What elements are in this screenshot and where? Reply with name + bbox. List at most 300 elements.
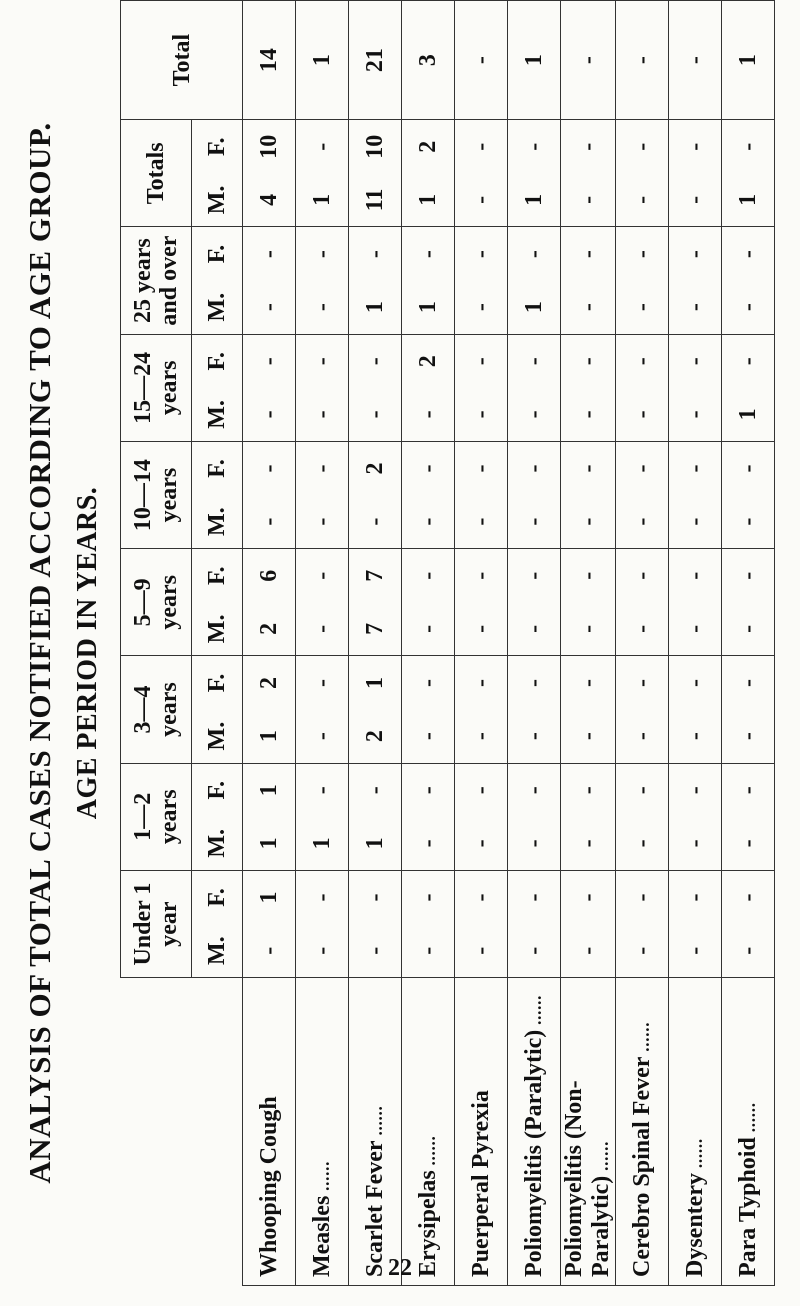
female-count: - [574, 250, 601, 259]
male-count: - [574, 732, 601, 741]
female-count: - [255, 357, 282, 366]
mf-count-cell [402, 870, 455, 977]
disease-name: Scarlet Fever [361, 1140, 388, 1277]
female-count: - [467, 357, 494, 366]
female-count: - [361, 786, 388, 795]
mf-count-cell [296, 870, 349, 977]
female-count: - [414, 679, 441, 687]
female-count: - [520, 142, 547, 151]
female-count: - [628, 679, 655, 687]
mf-count-cell [722, 120, 775, 227]
mf-count-cell [669, 870, 722, 977]
male-subheader: M. [204, 507, 230, 536]
mf-count-cell [402, 120, 455, 227]
male-count: 1 [255, 837, 282, 850]
male-count: - [734, 839, 761, 848]
male-subheader: M. [204, 292, 230, 322]
mf-count-cell [455, 227, 508, 334]
female-count: - [467, 571, 494, 580]
female-count: - [520, 679, 547, 687]
female-count: - [574, 142, 601, 151]
mf-count-cell [722, 549, 775, 656]
female-count: - [681, 250, 708, 259]
disease-label [561, 978, 616, 1286]
female-count: - [361, 250, 388, 259]
mf-count-cell [722, 334, 775, 441]
male-count: - [574, 303, 601, 312]
male-count: - [520, 410, 547, 419]
female-count: - [414, 464, 441, 473]
mf-subheader [192, 227, 243, 334]
male-count: - [308, 410, 335, 419]
disease-name: Whooping Cough [255, 1096, 282, 1277]
age-group-table [120, 0, 775, 1286]
row-total: 1 [508, 1, 561, 120]
male-count: - [734, 732, 761, 741]
mf-count-cell [616, 120, 669, 227]
age-group-header: Totals [121, 120, 192, 227]
leader-dots: ...... [308, 1161, 335, 1192]
mf-count-cell [561, 227, 616, 334]
mf-count-cell [296, 549, 349, 656]
male-count: - [361, 946, 388, 955]
male-count: - [467, 624, 494, 633]
male-count: - [361, 410, 388, 419]
male-count: - [308, 732, 335, 741]
mf-count-cell [722, 763, 775, 870]
male-subheader: M. [204, 721, 230, 751]
row-total: 21 [349, 1, 402, 120]
disease-name: Poliomyelitis (Non-Paralytic) [561, 1080, 614, 1277]
mf-count-cell [455, 870, 508, 977]
female-count: 2 [255, 677, 282, 689]
age-group-header: 1—2 years [121, 763, 192, 870]
mf-count-cell [669, 441, 722, 548]
female-count: - [414, 786, 441, 795]
male-count: 7 [361, 622, 388, 635]
male-count: 1 [361, 837, 388, 850]
mf-count-cell [349, 441, 402, 548]
female-count: - [414, 250, 441, 259]
row-total: - [669, 1, 722, 120]
female-count: - [467, 893, 494, 902]
male-count: - [574, 517, 601, 526]
disease-name: Dysentery [681, 1173, 708, 1277]
mf-count-cell [616, 227, 669, 334]
female-count: 1 [255, 891, 282, 904]
page-number: 22 [388, 1255, 412, 1281]
male-count: - [467, 195, 494, 204]
male-count: - [628, 732, 655, 741]
female-count: - [467, 679, 494, 687]
table-row [296, 1, 349, 1286]
female-count: - [574, 786, 601, 795]
age-group-header: 15—24 years [121, 334, 192, 441]
mf-count-cell [561, 120, 616, 227]
mf-count-cell [561, 441, 616, 548]
female-count: - [255, 250, 282, 259]
female-count: - [520, 571, 547, 580]
mf-count-cell [296, 227, 349, 334]
mf-count-cell [616, 763, 669, 870]
female-count: - [628, 142, 655, 151]
mf-count-cell [508, 870, 561, 977]
female-count: - [361, 893, 388, 902]
female-count: - [628, 786, 655, 795]
mf-count-cell [561, 870, 616, 977]
male-count: 1 [308, 837, 335, 850]
male-count: - [628, 517, 655, 526]
male-count: - [734, 946, 761, 955]
leader-dots: ...... [681, 1139, 708, 1170]
mf-count-cell [669, 763, 722, 870]
male-count: - [628, 839, 655, 848]
disease-label [402, 978, 455, 1286]
female-count: 10 [255, 134, 282, 159]
female-count: 2 [361, 462, 388, 475]
mf-count-cell [296, 763, 349, 870]
mf-count-cell [669, 227, 722, 334]
male-count: 1 [414, 193, 441, 206]
female-count: - [308, 893, 335, 902]
male-count: - [467, 839, 494, 848]
male-count: - [467, 303, 494, 312]
female-count: - [574, 679, 601, 687]
row-total: 1 [722, 1, 775, 120]
mf-count-cell [296, 656, 349, 763]
mf-count-cell [296, 334, 349, 441]
female-count: - [574, 893, 601, 902]
male-count: - [574, 946, 601, 955]
row-total: - [561, 1, 616, 120]
mf-count-cell [508, 549, 561, 656]
mf-count-cell [349, 656, 402, 763]
mf-count-cell [402, 549, 455, 656]
male-count: - [414, 732, 441, 741]
male-count: 1 [414, 301, 441, 314]
mf-subheader [192, 656, 243, 763]
male-count: - [574, 410, 601, 419]
mf-count-cell [455, 441, 508, 548]
male-count: - [520, 839, 547, 848]
male-count: - [734, 624, 761, 633]
mf-count-cell [508, 763, 561, 870]
male-count: - [308, 517, 335, 526]
female-subheader: F. [204, 137, 230, 156]
male-count: - [520, 946, 547, 955]
mf-subheader [192, 549, 243, 656]
male-count: - [681, 624, 708, 633]
row-total: - [616, 1, 669, 120]
mf-count-cell [455, 120, 508, 227]
male-count: - [628, 624, 655, 633]
male-count: - [520, 517, 547, 526]
male-count: - [255, 517, 282, 526]
male-count: - [628, 195, 655, 204]
male-count: 2 [361, 730, 388, 743]
table-row [402, 1, 455, 1286]
female-count: 7 [361, 569, 388, 582]
mf-subheader [192, 120, 243, 227]
female-count: - [255, 464, 282, 473]
female-count: - [734, 142, 761, 151]
table-row [349, 1, 402, 1286]
mf-count-cell [669, 549, 722, 656]
disease-label [296, 978, 349, 1286]
male-count: 1 [361, 301, 388, 314]
mf-subheader [192, 441, 243, 548]
disease-label [455, 978, 508, 1286]
male-count: - [414, 410, 441, 419]
male-count: - [255, 303, 282, 312]
mf-count-cell [508, 227, 561, 334]
mf-subheader [192, 763, 243, 870]
mf-count-cell [402, 334, 455, 441]
leader-dots: ...... [520, 995, 547, 1026]
female-count: - [520, 357, 547, 366]
male-count: 11 [361, 188, 388, 212]
female-count: - [467, 786, 494, 795]
mf-count-cell [669, 656, 722, 763]
disease-name: Measles [308, 1195, 335, 1277]
female-count: - [628, 357, 655, 366]
mf-count-cell [616, 870, 669, 977]
male-count: - [308, 303, 335, 312]
mf-count-cell [508, 334, 561, 441]
female-count: - [467, 142, 494, 151]
mf-count-cell [722, 870, 775, 977]
male-count: 4 [255, 193, 282, 206]
male-count: 1 [520, 193, 547, 206]
table-row [243, 1, 296, 1286]
disease-name: Erysipelas [414, 1170, 441, 1277]
mf-count-cell [616, 334, 669, 441]
disease-label [669, 978, 722, 1286]
mf-count-cell [722, 227, 775, 334]
mf-count-cell [722, 441, 775, 548]
female-count: - [681, 142, 708, 151]
male-subheader: M. [204, 185, 230, 215]
male-subheader: M. [204, 400, 230, 429]
mf-count-cell [296, 120, 349, 227]
female-count: - [574, 357, 601, 366]
disease-name: Puerperal Pyrexia [467, 1090, 494, 1277]
male-count: - [574, 839, 601, 848]
mf-count-cell [508, 120, 561, 227]
female-count: - [681, 893, 708, 902]
mf-count-cell [722, 656, 775, 763]
mf-count-cell [616, 549, 669, 656]
mf-count-cell [243, 227, 296, 334]
female-count: 10 [361, 134, 388, 159]
mf-count-cell [455, 549, 508, 656]
female-subheader: F. [204, 781, 230, 800]
mf-count-cell [243, 549, 296, 656]
male-count: - [520, 732, 547, 741]
row-total: 1 [296, 1, 349, 120]
mf-count-cell [455, 656, 508, 763]
female-count: - [308, 679, 335, 687]
row-total: - [455, 1, 508, 120]
age-group-header: 25 years and over [121, 227, 192, 334]
male-count: - [734, 303, 761, 312]
female-count: - [308, 142, 335, 151]
female-count: - [734, 357, 761, 366]
male-subheader: M. [204, 829, 230, 858]
table-row [669, 1, 722, 1286]
mf-count-cell [561, 763, 616, 870]
mf-count-cell [243, 441, 296, 548]
disease-label [349, 978, 402, 1286]
female-count: - [681, 679, 708, 687]
mf-count-cell [669, 334, 722, 441]
male-count: - [414, 946, 441, 955]
male-count: - [628, 946, 655, 955]
female-count: - [520, 893, 547, 902]
mf-count-cell [455, 334, 508, 441]
male-count: 1 [308, 193, 335, 206]
female-count: 1 [361, 677, 388, 689]
female-count: - [681, 571, 708, 580]
female-subheader: F. [204, 673, 230, 693]
female-count: 2 [414, 140, 441, 153]
male-count: - [520, 624, 547, 633]
female-count: - [681, 464, 708, 473]
age-group-header: 3—4 years [121, 656, 192, 763]
male-count: 1 [734, 193, 761, 206]
male-count: - [414, 624, 441, 633]
male-count: 1 [520, 301, 547, 314]
disease-name: Poliomyelitis (Paralytic) [520, 1029, 547, 1277]
mf-count-cell [349, 870, 402, 977]
female-count: - [520, 786, 547, 795]
female-count: - [467, 464, 494, 473]
leader-dots: ...... [361, 1106, 388, 1137]
male-count: - [681, 303, 708, 312]
female-count: - [628, 893, 655, 902]
row-total: 14 [243, 1, 296, 120]
mf-count-cell [616, 441, 669, 548]
page-subtitle: AGE PERIOD IN YEARS. [72, 486, 103, 820]
female-count: - [308, 786, 335, 795]
female-count: - [414, 893, 441, 902]
female-count: - [308, 250, 335, 259]
age-group-header: 5—9 years [121, 549, 192, 656]
leader-dots: ...... [588, 1141, 614, 1172]
female-count: - [414, 571, 441, 580]
female-count: - [628, 571, 655, 580]
mf-count-cell [508, 656, 561, 763]
mf-count-cell [669, 120, 722, 227]
male-count: - [681, 195, 708, 204]
male-count: - [467, 410, 494, 419]
mf-count-cell [349, 549, 402, 656]
female-count: - [681, 357, 708, 366]
female-count: - [734, 679, 761, 687]
female-count: - [308, 464, 335, 473]
female-count: - [574, 571, 601, 580]
male-count: - [414, 839, 441, 848]
leader-dots: ...... [628, 1022, 655, 1053]
mf-count-cell [349, 227, 402, 334]
mf-count-cell [561, 334, 616, 441]
mf-count-cell [243, 870, 296, 977]
corner-cell [121, 978, 243, 1286]
female-count: - [520, 250, 547, 259]
female-count: - [520, 464, 547, 473]
mf-subheader [192, 870, 243, 977]
disease-label [722, 978, 775, 1286]
male-count: - [467, 732, 494, 741]
male-subheader: M. [204, 614, 230, 644]
female-count: - [734, 571, 761, 580]
male-count: - [467, 946, 494, 955]
male-count: - [467, 517, 494, 526]
female-count: - [574, 464, 601, 473]
table-row [616, 1, 669, 1286]
mf-count-cell [349, 334, 402, 441]
female-subheader: F. [204, 244, 230, 264]
disease-label [508, 978, 561, 1286]
female-count: 6 [255, 569, 282, 582]
female-count: - [628, 250, 655, 259]
mf-count-cell [561, 549, 616, 656]
female-subheader: F. [204, 888, 230, 907]
male-count: - [681, 517, 708, 526]
table-row [508, 1, 561, 1286]
male-count: 2 [255, 622, 282, 635]
male-count: - [681, 839, 708, 848]
female-count: 2 [414, 355, 441, 368]
male-count: - [681, 410, 708, 419]
leader-dots: ...... [414, 1136, 441, 1167]
female-count: - [734, 250, 761, 259]
mf-count-cell [349, 763, 402, 870]
female-count: 1 [255, 784, 282, 797]
female-count: - [308, 357, 335, 366]
mf-count-cell [243, 656, 296, 763]
mf-count-cell [561, 656, 616, 763]
mf-subheader [192, 334, 243, 441]
male-count: 1 [734, 408, 761, 421]
female-count: - [308, 571, 335, 580]
male-count: 1 [255, 730, 282, 743]
disease-name: Para Typhoid [734, 1137, 761, 1277]
mf-count-cell [349, 120, 402, 227]
male-count: - [734, 517, 761, 526]
row-total: 3 [402, 1, 455, 120]
disease-label [243, 978, 296, 1286]
male-count: - [574, 195, 601, 204]
male-count: - [681, 946, 708, 955]
male-count: - [414, 517, 441, 526]
mf-count-cell [402, 763, 455, 870]
male-count: - [628, 303, 655, 312]
leader-dots: ...... [734, 1103, 761, 1134]
male-count: - [361, 517, 388, 526]
female-subheader: F. [204, 566, 230, 585]
mf-count-cell [243, 763, 296, 870]
male-count: - [255, 946, 282, 955]
mf-count-cell [508, 441, 561, 548]
total-header: Total [121, 1, 243, 120]
female-count: - [628, 464, 655, 473]
female-count: - [734, 893, 761, 902]
female-count: - [467, 250, 494, 259]
female-count: - [361, 357, 388, 366]
mf-count-cell [402, 441, 455, 548]
age-group-header: Under 1 year [121, 870, 192, 977]
